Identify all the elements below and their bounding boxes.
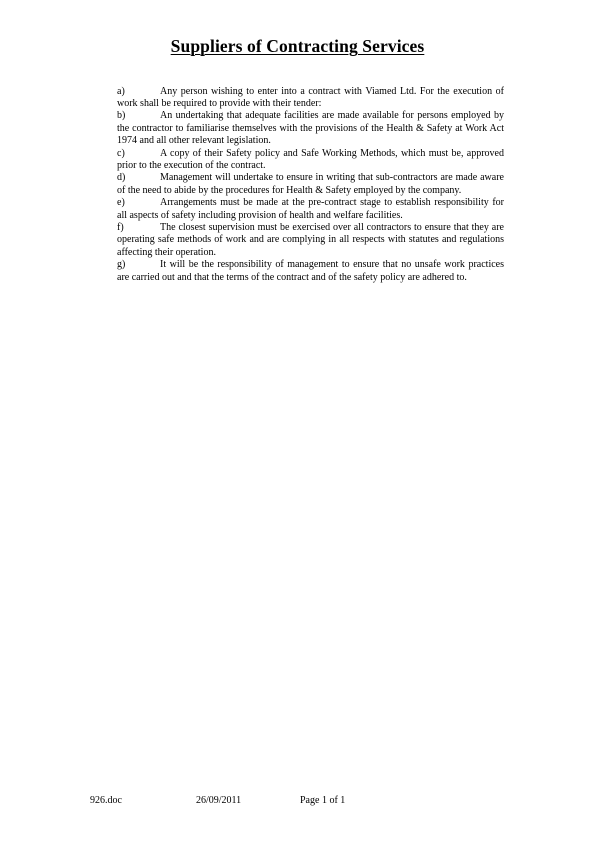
- item-text: Arrangements must be made at the pre-contract stage to establish responsibility for all aspects of safety including provision of health and welfare facilities.: [117, 197, 504, 221]
- item-letter: g): [117, 259, 126, 271]
- list-item-c: [117, 148, 504, 173]
- page-footer: [0, 795, 595, 809]
- item-letter: f): [117, 221, 124, 233]
- item-letter: e): [117, 197, 125, 209]
- footer-page-number: Page 1 of 1: [300, 795, 346, 806]
- item-text: A copy of their Safety policy and Safe Working Methods, which must be, approved prior to the execution of the contract.: [117, 147, 504, 171]
- item-text: It will be the responsibility of management to ensure that no unsafe work practices are carried out and that the terms of the contract and of the safety policy are adhered to.: [117, 259, 504, 283]
- item-text: Management will undertake to ensure in writing that sub-contractors are made aware of the need to abide by the procedures for Health & Safety employed by the company.: [117, 172, 504, 196]
- item-list: [117, 86, 504, 285]
- item-letter: b): [117, 110, 126, 122]
- footer-date: 26/09/2011: [196, 795, 242, 806]
- item-text: Any person wishing to enter into a contract with Viamed Ltd. For the execution of work shall be required to provide with their tender:: [117, 85, 504, 109]
- list-item-e: [117, 197, 504, 222]
- item-text: The closest supervision must be exercised over all contractors to ensure that they are operating safe methods of work and are complying in all respects with statutes and regulations affecting their operation.: [117, 221, 504, 258]
- item-text: An undertaking that adequate facilities are made available for persons employed by the contractor to familiarise themselves with the provisions of the Health & Safety at Work Act 1974 and all other relevant legislation.: [117, 110, 504, 147]
- list-item-b: [117, 110, 504, 147]
- list-item-d: [117, 172, 504, 197]
- list-item-a: [117, 86, 504, 111]
- list-item-g: [117, 259, 504, 284]
- page-title: Suppliers of Contracting Services: [170, 36, 425, 56]
- item-letter: d): [117, 172, 126, 184]
- footer-filename: 926.doc: [90, 795, 122, 806]
- item-letter: c): [117, 147, 125, 159]
- list-item-f: [117, 222, 504, 259]
- item-letter: a): [117, 85, 125, 97]
